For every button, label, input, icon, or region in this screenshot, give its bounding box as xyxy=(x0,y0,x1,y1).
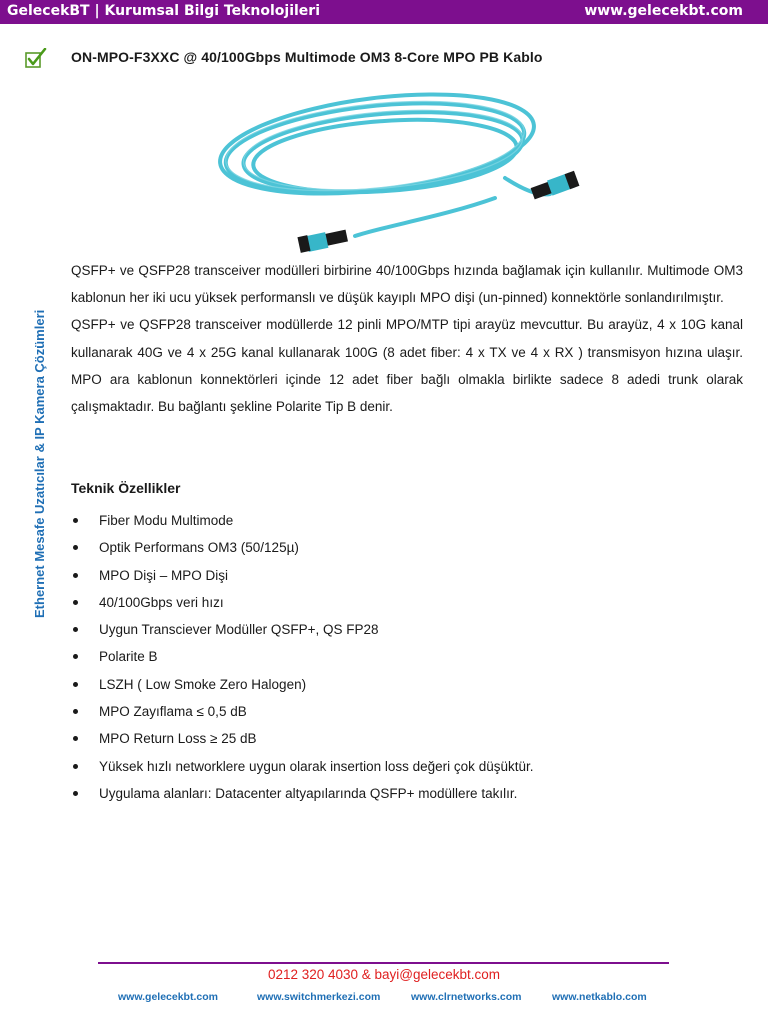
footer-link-netkablo[interactable]: www.netkablo.com xyxy=(552,991,647,1003)
list-item: LSZH ( Low Smoke Zero Halogen) xyxy=(71,671,533,698)
sidebar-vertical-tagline: Ethernet Mesafe Uzatıcılar & IP Kamera Çözümleri xyxy=(32,309,47,618)
bullet-icon xyxy=(73,627,78,632)
footer-links xyxy=(0,991,768,1005)
bullet-icon xyxy=(73,791,78,796)
bullet-icon xyxy=(73,736,78,741)
list-item: Fiber Modu Multimode xyxy=(71,507,533,534)
list-item: MPO Zayıflama ≤ 0,5 dB xyxy=(71,698,533,725)
list-item: MPO Return Loss ≥ 25 dB xyxy=(71,725,533,752)
bullet-icon xyxy=(73,709,78,714)
header-bar xyxy=(0,0,768,24)
description-paragraph-2: QSFP+ ve QSFP28 transceiver modüllerde 12 pinli MPO/MTP tipi arayüz mevcuttur. Bu arayüz, 4 x 10G kanal kullanarak 40G ve 4 x 25G kanal kullanarak 100G (8 adet fiber: 4 x TX ve 4 x RX ) transmisyon hızına ulaşır. MPO ara kablonun konnektörleri içinde 12 adet fiber bağlı olmakla birlikte sadece 8 adedi trunk olarak çalışmaktadır. Bu bağlantı şekline Polarite Tip B denir. xyxy=(71,317,743,415)
list-item: MPO Dişi – MPO Dişi xyxy=(71,562,533,589)
list-item: Polarite B xyxy=(71,643,533,670)
bullet-icon xyxy=(73,545,78,550)
fiber-cable-image xyxy=(205,86,585,256)
footer-divider xyxy=(98,962,669,964)
footer-link-clrnetworks[interactable]: www.clrnetworks.com xyxy=(411,991,522,1003)
list-item: 40/100Gbps veri hızı xyxy=(71,589,533,616)
list-item: Uygun Transciever Modüller QSFP+, QS FP28 xyxy=(71,616,533,643)
list-item: Uygulama alanları: Datacenter altyapılarında QSFP+ modüllere takılır. xyxy=(71,780,533,807)
footer-contact[interactable]: 0212 320 4030 & bayi@gelecekbt.com xyxy=(267,967,501,982)
product-title: ON-MPO-F3XXC @ 40/100Gbps Multimode OM3 8-Core MPO PB Kablo xyxy=(71,49,543,65)
description xyxy=(71,257,743,420)
bullet-icon xyxy=(73,573,78,578)
brand-title: GelecekBT | Kurumsal Bilgi Teknolojileri xyxy=(7,3,321,19)
description-paragraph-1: QSFP+ ve QSFP28 transceiver modülleri birbirine 40/100Gbps hızında bağlamak için kullanılır. Multimode OM3 kablonun her iki ucu yüksek performanslı ve düşük kayıplı MPO dişi (un-pinned) konnektörle sonlandırılmıştır. xyxy=(71,263,743,306)
checkbox-check-icon xyxy=(25,48,47,68)
bullet-icon xyxy=(73,654,78,659)
footer-link-switchmerkezi[interactable]: www.switchmerkezi.com xyxy=(257,991,381,1003)
bullet-icon xyxy=(73,600,78,605)
bullet-icon xyxy=(73,682,78,687)
bullet-icon xyxy=(73,764,78,769)
header-website-link[interactable]: www.gelecekbt.com xyxy=(584,3,743,19)
specs-list xyxy=(71,507,533,807)
footer-link-gelecekbt[interactable]: www.gelecekbt.com xyxy=(118,991,218,1003)
list-item: Yüksek hızlı networklere uygun olarak insertion loss değeri çok düşüktür. xyxy=(71,753,533,780)
specs-heading: Teknik Özellikler xyxy=(71,480,181,496)
list-item: Optik Performans OM3 (50/125µ) xyxy=(71,534,533,561)
bullet-icon xyxy=(73,518,78,523)
